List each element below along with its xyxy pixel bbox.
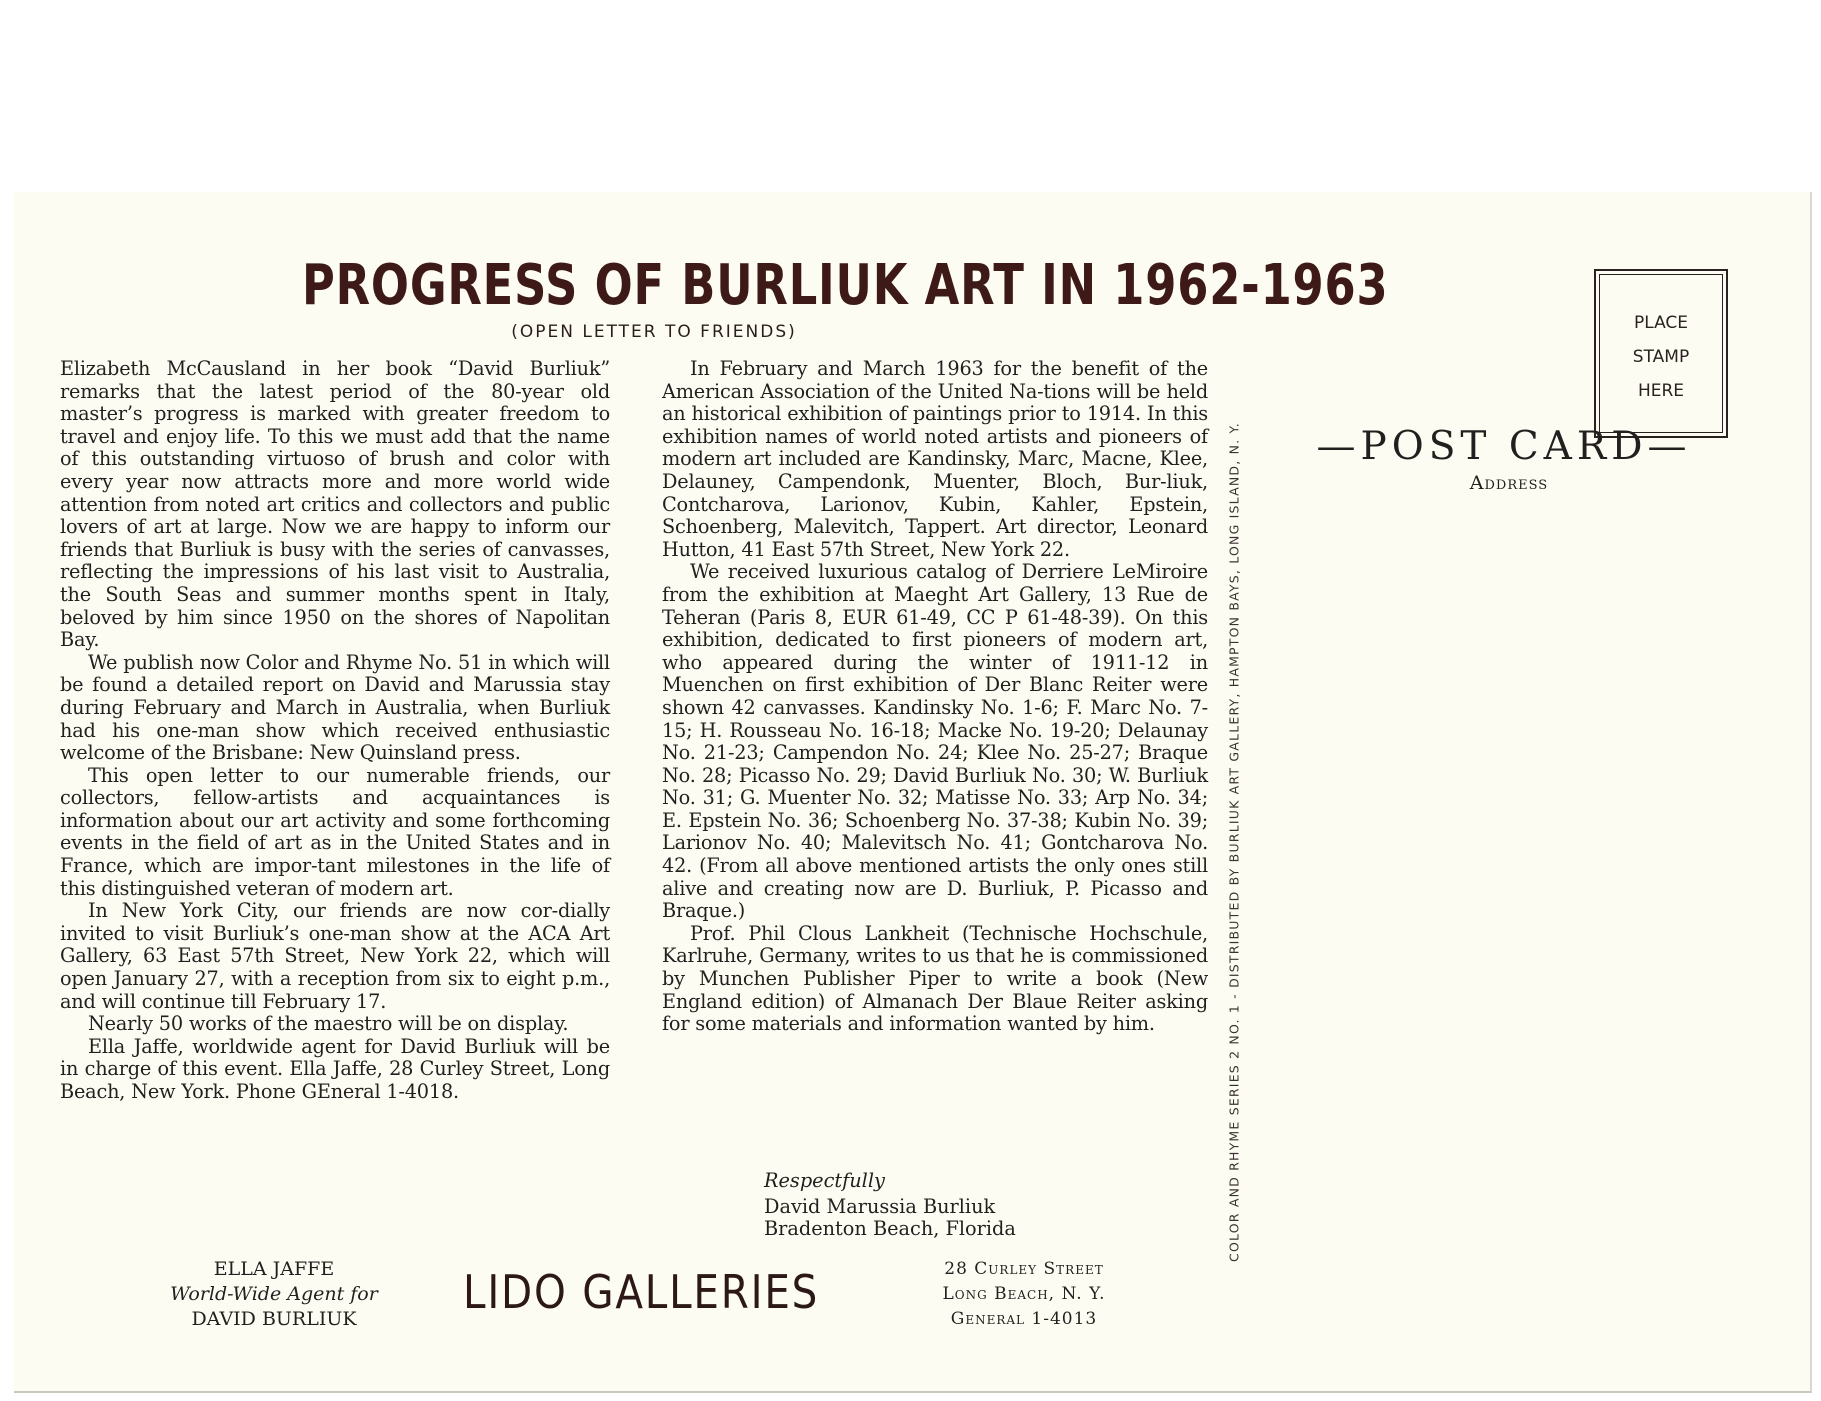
paragraph: This open letter to our numerable friends, our collectors, fellow-artists and acquaintances is information about our art activity and some forthcoming events in the field of art as in the United States and in France, which are impor-tant milestones in the life of this distinguished veteran of modern art. [60, 763, 610, 900]
stamp-box [1594, 269, 1728, 438]
agent-block [114, 1257, 434, 1332]
letter-column-left [60, 358, 610, 1104]
paragraph: Ella Jaffe, worldwide agent for David Burliuk will be in charge of this event. Ella Jaffe, 28 Curley Street, Long Beach, New York. Phone GEneral 1-4018. [60, 1034, 610, 1103]
post-card-label: —POST CARD— [1316, 424, 1692, 469]
address-label: Address [1469, 472, 1549, 494]
signature-block [764, 1170, 1016, 1241]
stamp-line: PLACE [1633, 313, 1689, 333]
agent-name: ELLA JAFFE [213, 1258, 335, 1280]
paragraph: We publish now Color and Rhyme No. 51 in which will be found a detailed report on David and Marussia stay during February and March in Australia, when Burliuk had his one-man show which received enthusiastic welcome of the Brisbane: New Quinsland press. [60, 650, 610, 765]
paragraph: Prof. Phil Clous Lankheit (Technische Hochschule, Karlruhe, Germany, writes to us that he is commissioned by Munchen Publisher Piper to write a book (New England edition) of Almanach Der Blaue Reiter asking for some materials and information wanted by him. [662, 921, 1208, 1036]
closing: Respectfully [764, 1169, 885, 1192]
signer-location: Bradenton Beach, Florida [764, 1217, 1016, 1241]
address-line: Long Beach, N. Y. [942, 1284, 1106, 1304]
agent-client: DAVID BURLIUK [191, 1308, 357, 1330]
side-credit-text: COLOR AND RHYME SERIES 2 NO. 1 - DISTRIBUTED BY BURLIUK ART GALLERY, HAMPTON BAYS, LONG ISLAND, N. Y. [1226, 422, 1242, 1262]
signer-names: David Marussia Burliuk [764, 1194, 996, 1218]
agent-role: World-Wide Agent for [170, 1283, 378, 1305]
page-title: PROGRESS OF BURLIUK ART IN 1962-1963 [302, 253, 1389, 318]
letter-column-right [662, 358, 1208, 1036]
stamp-line: HERE [1637, 381, 1685, 401]
paragraph: Nearly 50 works of the maestro will be on display. [88, 1012, 569, 1036]
stamp-line: STAMP [1632, 347, 1690, 367]
paragraph: In New York City, our friends are now cor-dially invited to visit Burliuk’s one-man show at the ACA Art Gallery, 63 East 57th Street, New York 22, which will open January 27, with a reception from six to eight p.m., and will continue till February 17. [60, 899, 610, 1013]
page-subtitle: (OPEN LETTER TO FRIENDS) [511, 322, 797, 342]
postcard-back [14, 192, 1812, 1393]
gallery-name: LIDO GALLERIES [463, 1265, 820, 1319]
paragraph: Elizabeth McCausland in her book “David Burliuk” remarks that the latest period of the 80-year old master’s progress is marked with greater freedom to travel and enjoy life. To this we must add that the name of this outstanding virtuoso of brush and color with every year now attracts more and more world wide attention from noted art critics and collectors and public lovers of art at large. Now we are happy to inform our friends that Burliuk is busy with the series of canvasses, reflecting the impressions of his last visit to Australia, the South Seas and summer months spent in Italy, beloved by him since 1950 on the shores of Napolitan Bay. [60, 357, 610, 652]
address-line: 28 Curley Street [944, 1259, 1104, 1279]
side-credit [1222, 342, 1246, 1342]
address-line: General 1-4013 [950, 1309, 1098, 1329]
gallery-address [894, 1257, 1154, 1332]
paragraph: In February and March 1963 for the benefit of the American Association of the United Na-tions will be held an historical exhibition of paintings prior to 1914. In this exhibition names of world noted artists and pioneers of modern art included are Kandinsky, Marc, Macne, Klee, Delauney, Campendonk, Muenter, Bloch, Bur-liuk, Contcharova, Larionov, Kubin, Kahler, Epstein, Schoenberg, Malevitch, Tappert. Art director, Leonard Hutton, 41 East 57th Street, New York 22. [662, 357, 1208, 561]
paragraph: We received luxurious catalog of Derriere LeMiroire from the exhibition at Maeght Art Gallery, 13 Rue de Teheran (Paris 8, EUR 61-49, CC P 61-48-39). On this exhibition, dedicated to first pioneers of modern art, who appeared during the winter of 1911-12 in Muenchen on first exhibition of Der Blanc Reiter were shown 42 canvasses. Kandinsky No. 1-6; F. Marc No. 7-15; H. Rousseau No. 16-18; Macke No. 19-20; Delaunay No. 21-23; Campendon No. 24; Klee No. 25-27; Braque No. 28; Picasso No. 29; David Burliuk No. 30; W. Burliuk No. 31; G. Muenter No. 32; Matisse No. 33; Arp No. 34; E. Epstein No. 36; Schoenberg No. 37-38; Kubin No. 39; Larionov No. 40; Malevitsch No. 41; Gontcharova No. 42. (From all above mentioned artists the only ones still alive and creating now are D. Burliuk, P. Picasso and Braque.) [662, 560, 1208, 923]
